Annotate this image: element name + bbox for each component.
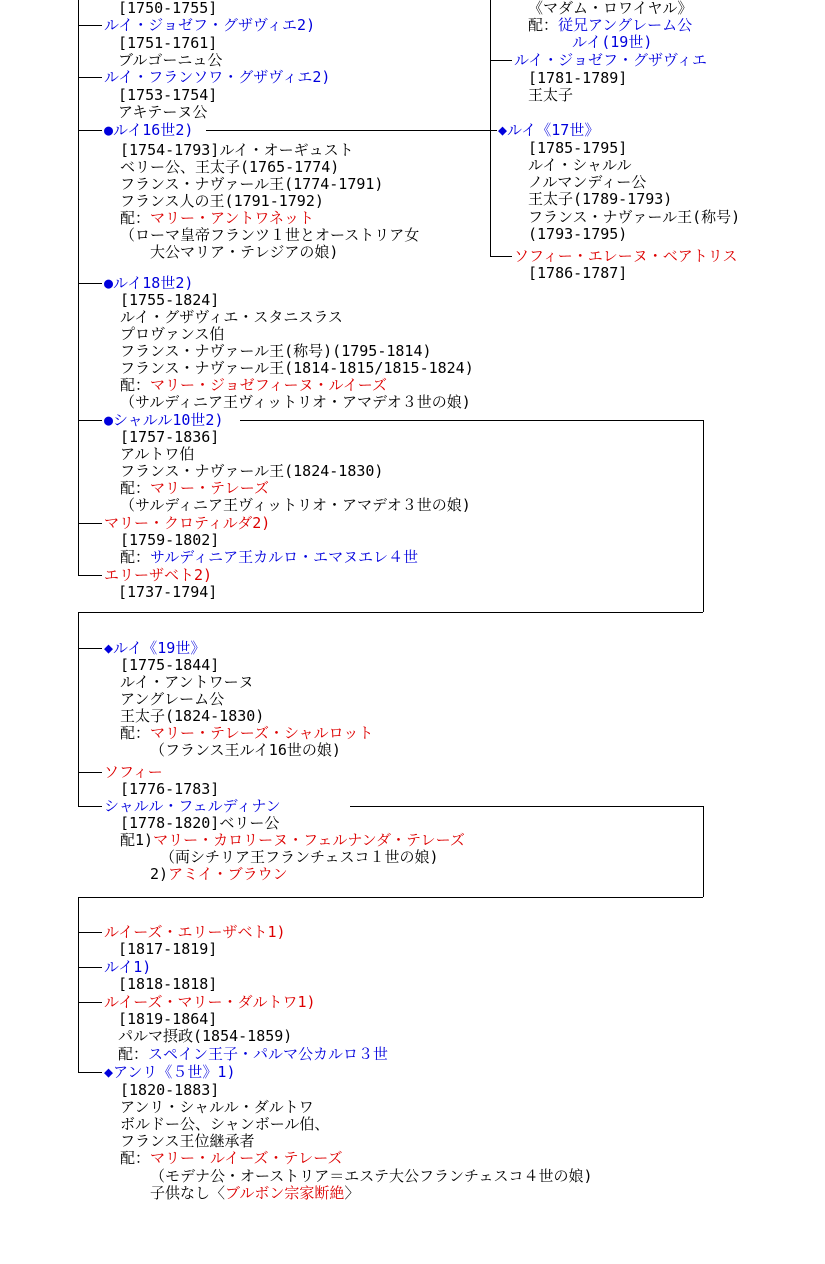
tree-text: 大公マリア・テレジアの娘) — [150, 243, 339, 261]
person-name-red: ソフィー — [104, 763, 163, 781]
tree-connector-line — [703, 420, 704, 612]
tree-connector-line — [350, 806, 703, 807]
tree-text: （両シチリア王フランチェスコ１世の娘) — [160, 848, 439, 866]
tree-text-line — [120, 780, 219, 798]
tree-text: [1785-1795] — [528, 139, 628, 157]
tree-text-line — [120, 192, 324, 210]
tree-text: パルマ摂政(1854-1859) — [118, 1027, 293, 1045]
tree-text-line — [118, 975, 217, 993]
tree-text: 王太子(1789-1793) — [528, 190, 673, 208]
tree-text-line — [528, 190, 672, 208]
tree-text-line — [150, 865, 288, 883]
person-link[interactable]: ルイ(19世) — [572, 33, 653, 51]
tree-connector-line — [78, 1002, 102, 1003]
tree-text: 配： — [528, 16, 559, 34]
tree-text: プロヴァンス伯 — [120, 325, 225, 343]
tree-text-line — [528, 86, 573, 104]
tree-connector-line — [78, 648, 102, 649]
person-name-red: マリー・カロリーヌ・フェルナンダ・テレーズ — [153, 831, 465, 849]
tree-text-line — [104, 68, 330, 86]
tree-text-line — [572, 33, 652, 51]
person-link[interactable]: スペイン王子・パルマ公カルロ３世 — [148, 1045, 389, 1063]
tree-text: ベリー公、王太子(1765-1774) — [120, 158, 340, 176]
tree-text-line — [118, 86, 217, 104]
person-link[interactable]: シャルル10世2) — [113, 411, 224, 429]
tree-connector-line — [78, 420, 102, 421]
tree-text-line — [120, 479, 269, 497]
tree-text-line — [528, 208, 740, 226]
tree-text-line — [120, 325, 224, 343]
tree-text-line — [120, 814, 279, 832]
tree-text-line — [120, 359, 474, 377]
tree-text: [1781-1789] — [528, 69, 628, 87]
tree-text-line — [150, 741, 341, 759]
tree-text-line — [104, 16, 315, 34]
tree-text-line — [150, 1184, 359, 1202]
person-link[interactable]: ルイ《17世》 — [507, 121, 600, 139]
tree-text: [1776-1783] — [120, 780, 220, 798]
tree-connector-line — [78, 897, 703, 898]
person-link[interactable]: ● — [104, 411, 114, 429]
tree-text-line — [150, 1167, 593, 1185]
tree-text-line — [120, 445, 194, 463]
tree-text: [1751-1761] — [118, 34, 218, 52]
person-link[interactable]: ルイ・フランソワ・グザヴィエ2) — [104, 68, 331, 86]
tree-text: [1820-1883] — [120, 1081, 220, 1099]
tree-text-line — [120, 656, 219, 674]
tree-text: （モデナ公・オーストリア＝エステ大公フランチェスコ４世の娘) — [150, 1167, 593, 1185]
tree-text-line — [120, 1149, 342, 1167]
tree-text: ルイ・アントワーヌ — [120, 673, 254, 691]
tree-text: [1755-1824] — [120, 291, 220, 309]
tree-text-line — [120, 690, 224, 708]
tree-text: (1793-1795) — [528, 225, 628, 243]
tree-text-line — [528, 139, 627, 157]
person-name-red: ルイーズ・マリー・ダルトワ1) — [104, 993, 316, 1011]
tree-text-line — [120, 462, 383, 480]
tree-text: 配： — [120, 479, 151, 497]
tree-text: 王太子 — [528, 86, 574, 104]
tree-text-line — [104, 639, 205, 657]
person-link[interactable]: ルイ1) — [104, 958, 152, 976]
tree-connector-line — [78, 967, 102, 968]
tree-connector-line — [78, 575, 102, 576]
tree-text: 配： — [120, 376, 151, 394]
tree-text-line — [528, 264, 627, 282]
tree-connector-line — [78, 283, 102, 284]
tree-text: ノルマンディー公 — [528, 173, 647, 191]
tree-text-line — [104, 797, 281, 815]
tree-text: ルイ・シャルル — [528, 156, 632, 174]
tree-text-line — [118, 583, 217, 601]
tree-text: フランス・ナヴァール王(称号)(1795-1814) — [120, 342, 432, 360]
tree-connector-line — [78, 806, 102, 807]
tree-text: フランス・ナヴァール王(1824-1830) — [120, 462, 384, 480]
tree-text: [1778-1820]ベリー公 — [120, 814, 280, 832]
tree-connector-line — [78, 612, 79, 806]
tree-connector-line — [78, 772, 102, 773]
tree-connector-line — [240, 420, 703, 421]
tree-text: アルトワ伯 — [120, 445, 195, 463]
person-name-red: ブルボン宗家断絶 — [225, 1184, 345, 1202]
tree-text: フランス王位継承者 — [120, 1132, 255, 1150]
tree-text: フランス人の王(1791-1792) — [120, 192, 324, 210]
tree-text: [1817-1819] — [118, 940, 218, 958]
tree-text-line — [120, 291, 219, 309]
person-name-red: ソフィー・エレーヌ・ベアトリス — [514, 247, 738, 265]
tree-text-line — [120, 531, 219, 549]
person-name-red: マリー・テレーズ・シャルロット — [150, 724, 374, 742]
tree-text-line — [120, 342, 432, 360]
tree-text-line — [104, 566, 212, 584]
person-link[interactable]: 従兄アングレーム公 — [558, 16, 693, 34]
tree-text-line — [514, 247, 738, 265]
tree-connector-line — [78, 1072, 102, 1073]
tree-text: 配： — [120, 548, 151, 566]
tree-text: フランス・ナヴァール王(1814-1815/1815-1824) — [120, 359, 474, 377]
tree-text-line — [104, 993, 316, 1011]
tree-text-line — [150, 243, 338, 261]
tree-text: 〈 — [210, 1184, 226, 1202]
tree-connector-line — [78, 130, 102, 131]
tree-text: ボルドー公、シャンボール伯、 — [120, 1115, 330, 1133]
tree-text: [1750-1755] — [118, 0, 218, 17]
person-name-red: マリー・アントワネット — [150, 209, 314, 227]
tree-text-line — [118, 1027, 292, 1045]
tree-connector-line — [78, 612, 703, 613]
tree-text: [1819-1864] — [118, 1010, 218, 1028]
tree-text-line — [120, 175, 383, 193]
person-link[interactable]: ● — [104, 274, 114, 292]
tree-text: 子供なし — [150, 1184, 211, 1202]
tree-text-line — [120, 548, 418, 566]
person-link[interactable]: ルイ16世2) — [113, 121, 194, 139]
tree-text-line — [528, 0, 692, 17]
tree-text: [1775-1844] — [120, 656, 220, 674]
tree-text-line — [120, 1098, 314, 1116]
tree-text-line — [118, 0, 217, 17]
tree-text: [1818-1818] — [118, 975, 218, 993]
tree-text-line — [104, 121, 193, 139]
tree-text: フランス・ナヴァール王(称号) — [528, 208, 741, 226]
tree-text-line — [514, 51, 707, 69]
tree-text: 〉 — [344, 1184, 360, 1202]
person-link[interactable]: ◆ — [104, 1063, 114, 1081]
tree-text-line — [528, 69, 627, 87]
tree-text-line — [118, 103, 207, 121]
tree-connector-line — [703, 806, 704, 897]
tree-text: [1757-1836] — [120, 428, 220, 446]
tree-text: 《マダム・ロワイヤル》 — [528, 0, 693, 17]
person-link[interactable]: ● — [104, 121, 114, 139]
tree-text: （ローマ皇帝フランツ１世とオーストリア女 — [120, 226, 420, 244]
tree-text-line — [120, 158, 339, 176]
tree-text-line — [120, 376, 387, 394]
tree-text-line — [120, 496, 471, 514]
tree-text-line — [120, 393, 471, 411]
person-link[interactable]: ◆ — [498, 121, 508, 139]
tree-text-line — [104, 514, 270, 532]
tree-connector-line — [78, 77, 102, 78]
tree-text-line — [160, 848, 439, 866]
person-name-red: マリー・ルイーズ・テレーズ — [150, 1149, 343, 1167]
tree-text-line — [104, 923, 286, 941]
person-name-red: マリー・テレーズ — [150, 479, 269, 497]
person-link[interactable]: ルイ・ジョゼフ・グザヴィエ — [514, 51, 708, 69]
person-name-red: アミイ・ブラウン — [168, 865, 288, 883]
tree-connector-line — [78, 25, 102, 26]
tree-text: [1753-1754] — [118, 86, 218, 104]
tree-text-line — [120, 831, 465, 849]
tree-text-line — [120, 1115, 329, 1133]
person-link[interactable]: サルディニア王カルロ・エマヌエレ４世 — [150, 548, 419, 566]
tree-text-line — [104, 763, 163, 781]
tree-connector-line — [78, 897, 79, 1072]
tree-text-line — [528, 173, 646, 191]
tree-text: [1754-1793]ルイ・オーギュスト — [120, 141, 354, 159]
tree-text-line — [120, 428, 219, 446]
tree-text: 配： — [120, 1149, 151, 1167]
person-link[interactable]: ◆ — [104, 639, 114, 657]
tree-text: ブルゴーニュ公 — [118, 51, 223, 69]
tree-text-line — [120, 308, 343, 326]
tree-text-line — [120, 209, 314, 227]
tree-text-line — [120, 226, 419, 244]
tree-text: フランス・ナヴァール王(1774-1791) — [120, 175, 384, 193]
tree-text: 王太子(1824-1830) — [120, 707, 265, 725]
person-link[interactable]: ルイ・ジョゼフ・グザヴィエ2) — [104, 16, 316, 34]
tree-connector-line — [490, 0, 491, 256]
person-link[interactable]: ルイ《19世》 — [113, 639, 206, 657]
tree-text-line — [528, 225, 627, 243]
tree-text-line — [120, 141, 354, 159]
person-name-red: マリー・クロティルダ2) — [104, 514, 271, 532]
tree-connector-line — [78, 0, 79, 575]
tree-text-line — [120, 1081, 219, 1099]
tree-text: 配1) — [120, 831, 154, 849]
tree-connector-line — [78, 523, 102, 524]
tree-text-line — [104, 958, 151, 976]
tree-text: 配： — [120, 209, 151, 227]
tree-connector-line — [78, 932, 102, 933]
tree-text-line — [118, 34, 217, 52]
tree-text-line — [118, 1045, 388, 1063]
tree-text-line — [528, 156, 632, 174]
tree-text-line — [118, 51, 222, 69]
tree-text: ルイ・グザヴィエ・スタニスラス — [120, 308, 343, 326]
tree-text-line — [104, 411, 223, 429]
tree-text: [1759-1802] — [120, 531, 220, 549]
tree-text-line — [104, 274, 193, 292]
person-link[interactable]: シャルル・フェルディナン — [104, 797, 281, 815]
tree-text: （サルディニア王ヴィットリオ・アマデオ３世の娘) — [120, 393, 471, 411]
tree-text-line — [118, 1010, 217, 1028]
tree-text-line — [118, 940, 217, 958]
tree-text: アンリ・シャルル・ダルトワ — [120, 1098, 314, 1116]
tree-text-line — [104, 1063, 236, 1081]
person-link[interactable]: アンリ《５世》1) — [113, 1063, 236, 1081]
tree-text: [1786-1787] — [528, 264, 628, 282]
tree-text: 2) — [150, 865, 169, 883]
tree-text: アキテーヌ公 — [118, 103, 208, 121]
tree-text-line — [498, 121, 599, 139]
tree-text-line — [120, 673, 254, 691]
tree-text-line — [120, 1132, 255, 1150]
tree-text-line — [120, 724, 373, 742]
tree-text-line — [120, 707, 264, 725]
person-link[interactable]: ルイ18世2) — [113, 274, 194, 292]
tree-connector-line — [490, 256, 512, 257]
tree-text: 配： — [118, 1045, 149, 1063]
tree-text: 配： — [120, 724, 151, 742]
tree-text-line — [528, 16, 692, 34]
tree-text: （フランス王ルイ16世の娘) — [150, 741, 341, 759]
tree-text: アングレーム公 — [120, 690, 225, 708]
person-name-red: ルイーズ・エリーザベト1) — [104, 923, 286, 941]
person-name-red: エリーザベト2) — [104, 566, 213, 584]
tree-text: （サルディニア王ヴィットリオ・アマデオ３世の娘) — [120, 496, 471, 514]
tree-connector-line — [206, 130, 497, 131]
tree-text: [1737-1794] — [118, 583, 218, 601]
person-name-red: マリー・ジョゼフィーヌ・ルイーズ — [150, 376, 388, 394]
tree-connector-line — [490, 60, 512, 61]
